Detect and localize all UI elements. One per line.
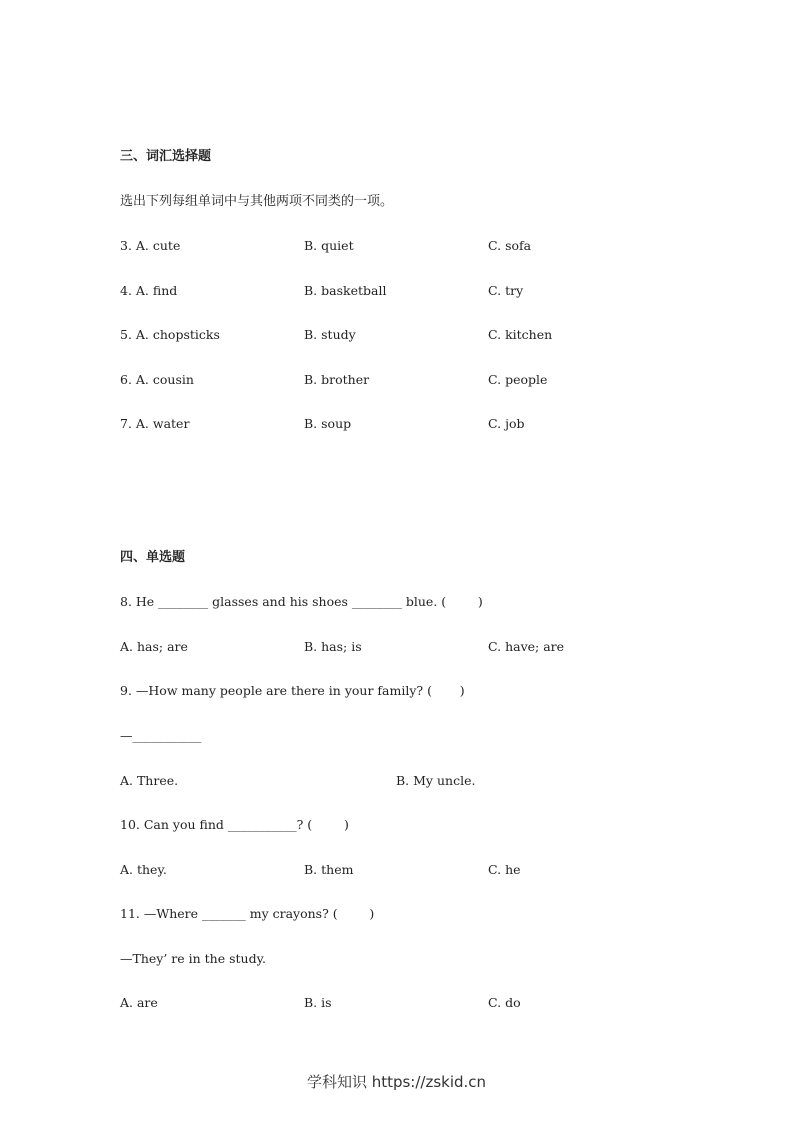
option-b: B. has; is xyxy=(304,639,362,654)
question-stem: 8. He ________ glasses and his shoes ________ blue. ( ) xyxy=(120,594,483,609)
option-b: B. My uncle. xyxy=(396,773,476,788)
option-a: A. Three. xyxy=(120,773,179,788)
question-stem: 9. —How many people are there in your family? ( ) xyxy=(120,683,465,698)
reply-line: —They’ re in the study. xyxy=(120,951,266,966)
question-stem: 10. Can you find ___________? ( ) xyxy=(120,817,349,832)
option-a: 4. A. find xyxy=(120,283,178,298)
option-c: C. people xyxy=(488,372,548,387)
option-c: C. have; are xyxy=(488,639,565,654)
option-b: B. quiet xyxy=(304,238,354,253)
option-b: B. them xyxy=(304,862,354,877)
option-b: B. brother xyxy=(304,372,370,387)
section-3-heading: 三、词汇选择题 xyxy=(120,149,212,164)
option-a: 5. A. chopsticks xyxy=(120,327,220,342)
option-a: A. are xyxy=(120,995,158,1010)
option-b: B. soup xyxy=(304,416,352,431)
option-b: B. study xyxy=(304,327,356,342)
option-b: B. is xyxy=(304,995,332,1010)
option-a: A. they. xyxy=(120,862,167,877)
option-c: C. sofa xyxy=(488,238,532,253)
option-c: C. he xyxy=(488,862,521,877)
question-stem: 11. —Where _______ my crayons? ( ) xyxy=(120,906,375,921)
option-c: C. do xyxy=(488,995,521,1010)
footer-watermark: 学科知识 https://zskid.cn xyxy=(306,1073,487,1091)
option-c: C. try xyxy=(488,283,524,298)
section-3-instruction: 选出下列每组单词中与其他两项不同类的一项。 xyxy=(120,194,394,209)
section-4-heading: 四、单选题 xyxy=(120,550,186,565)
option-b: B. basketball xyxy=(304,283,387,298)
option-a: A. has; are xyxy=(120,639,188,654)
answer-line: —___________ xyxy=(120,728,202,743)
option-c: C. kitchen xyxy=(488,327,553,342)
option-a: 6. A. cousin xyxy=(120,372,194,387)
option-c: C. job xyxy=(488,416,525,431)
option-a: 7. A. water xyxy=(120,416,190,431)
option-a: 3. A. cute xyxy=(120,238,181,253)
